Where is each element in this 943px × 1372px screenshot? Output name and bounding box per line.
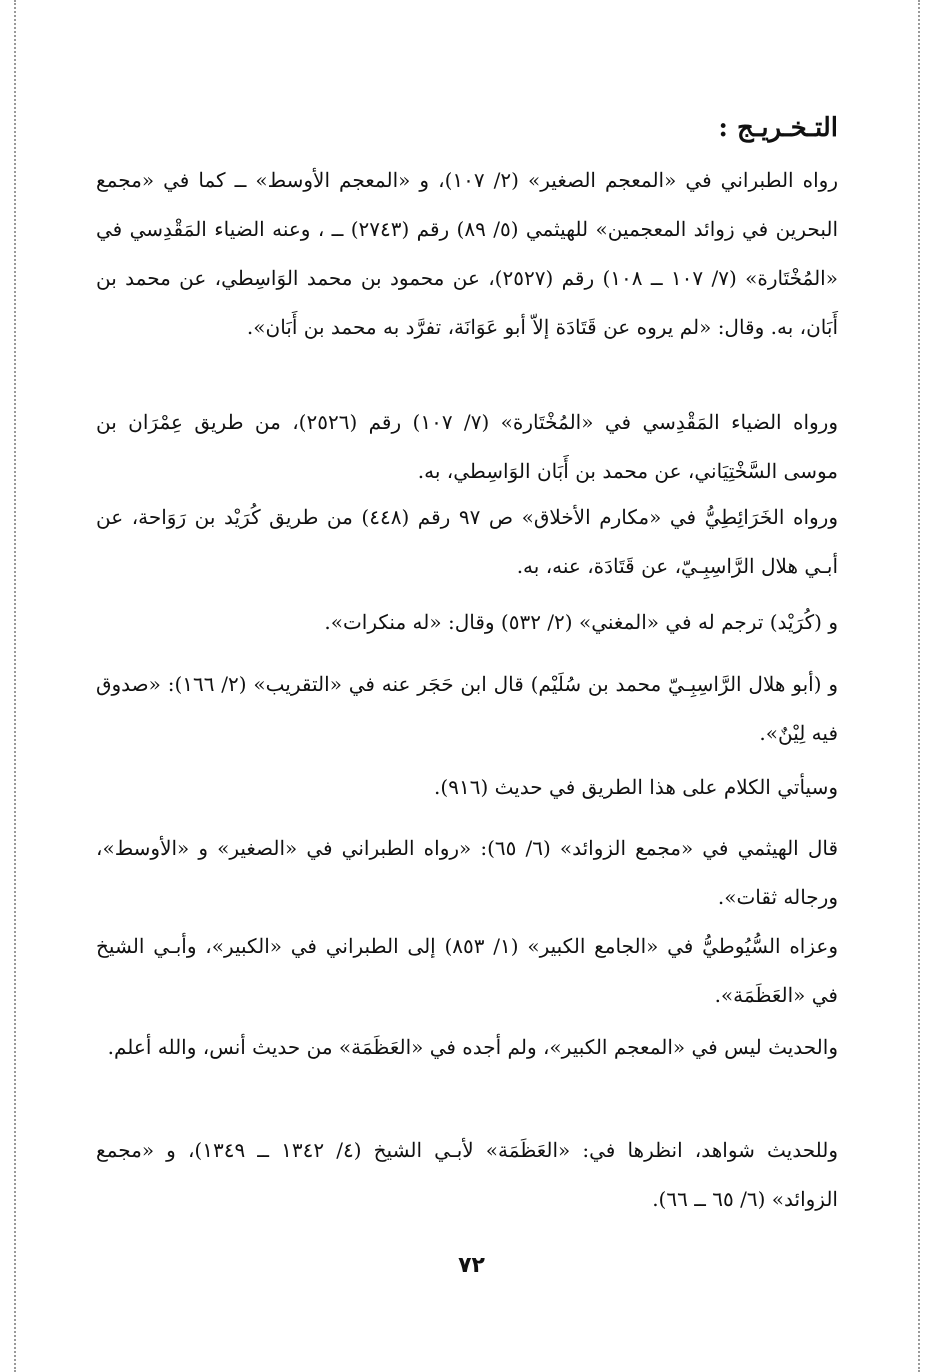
section-heading: التـخـريـج :	[718, 113, 838, 143]
paragraph-8: وعزاه السُّيُوطيُّ في «الجامع الكبير» (١/ ٨٥٣) إلى الطبراني في «الكبير»، وأبـي الشيخ في «العَظَمَة».	[96, 934, 838, 1007]
left-page-edge	[14, 0, 16, 1372]
paragraph-1: رواه الطبراني في «المعجم الصغير» (٢/ ١٠٧)، و «المعجم الأوسط» ــ كما في «مجمع البحرين في زوائد المعجمين» للهيثمي (٥/ ٨٩) رقم (٢٧٤٣) ــ ، وعنه الضياء المَقْدِسي في «المُخْتَارة» (٧/ ١٠٧ ــ ١٠٨) رقم (٢٥٢٧)، عن محمود بن محمد الوَاسِطي، عن محمد بن أَبَان، به. وقال: «لم يروه عن قَتَادَة إلاّ أبو عَوَانَة، تفرَّد به محمد بن أَبَان».	[96, 168, 838, 339]
paragraph-6: وسيأتي الكلام على هذا الطريق في حديث (٩١٦).	[434, 775, 838, 799]
paragraph-10: وللحديث شواهد، انظرها في: «العَظَمَة» لأبـي الشيخ (٤/ ١٣٤٢ ــ ١٣٤٩)، و «مجمع الزوائد» (٦/ ٦٥ ــ ٦٦).	[96, 1138, 839, 1211]
paragraph-2: ورواه الضياء المَقْدِسي في «المُخْتَارة» (٧/ ١٠٧) رقم (٢٥٢٦)، من طريق عِمْرَان بن موسى السَّخْتِيَاني، عن محمد بن أَبَان الوَاسِطي، به.	[96, 410, 838, 483]
paragraph-4: و (كُرَيْد) ترجم له في «المغني» (٢/ ٥٣٢) وقال: «له منكرات».	[324, 610, 838, 634]
right-page-edge	[918, 0, 920, 1372]
paragraph-3: ورواه الخَرَائِطِيُّ في «مكارم الأخلاق» ص ٩٧ رقم (٤٤٨) من طريق كُرَيْد بن رَوَاحة، عن أبـي هلال الرَّاسِبِـيّ، عن قَتَادَة، عنه، به.	[96, 505, 838, 578]
page-number: ٧٢	[458, 1253, 485, 1278]
paragraph-7: قال الهيثمي في «مجمع الزوائد» (٦/ ٦٥): «رواه الطبراني في «الصغير» و «الأوسط»، ورجاله ثقات».	[96, 836, 838, 909]
paragraph-5: و (أبو هلال الرَّاسِبِـيّ محمد بن سُلَيْم) قال ابن حَجَر عنه في «التقريب» (٢/ ١٦٦): «صدوق فيه لِيْنٌ».	[96, 672, 838, 745]
paragraph-9: والحديث ليس في «المعجم الكبير»، ولم أجده في «العَظَمَة» من حديث أنس، والله أعلم.	[107, 1035, 838, 1059]
